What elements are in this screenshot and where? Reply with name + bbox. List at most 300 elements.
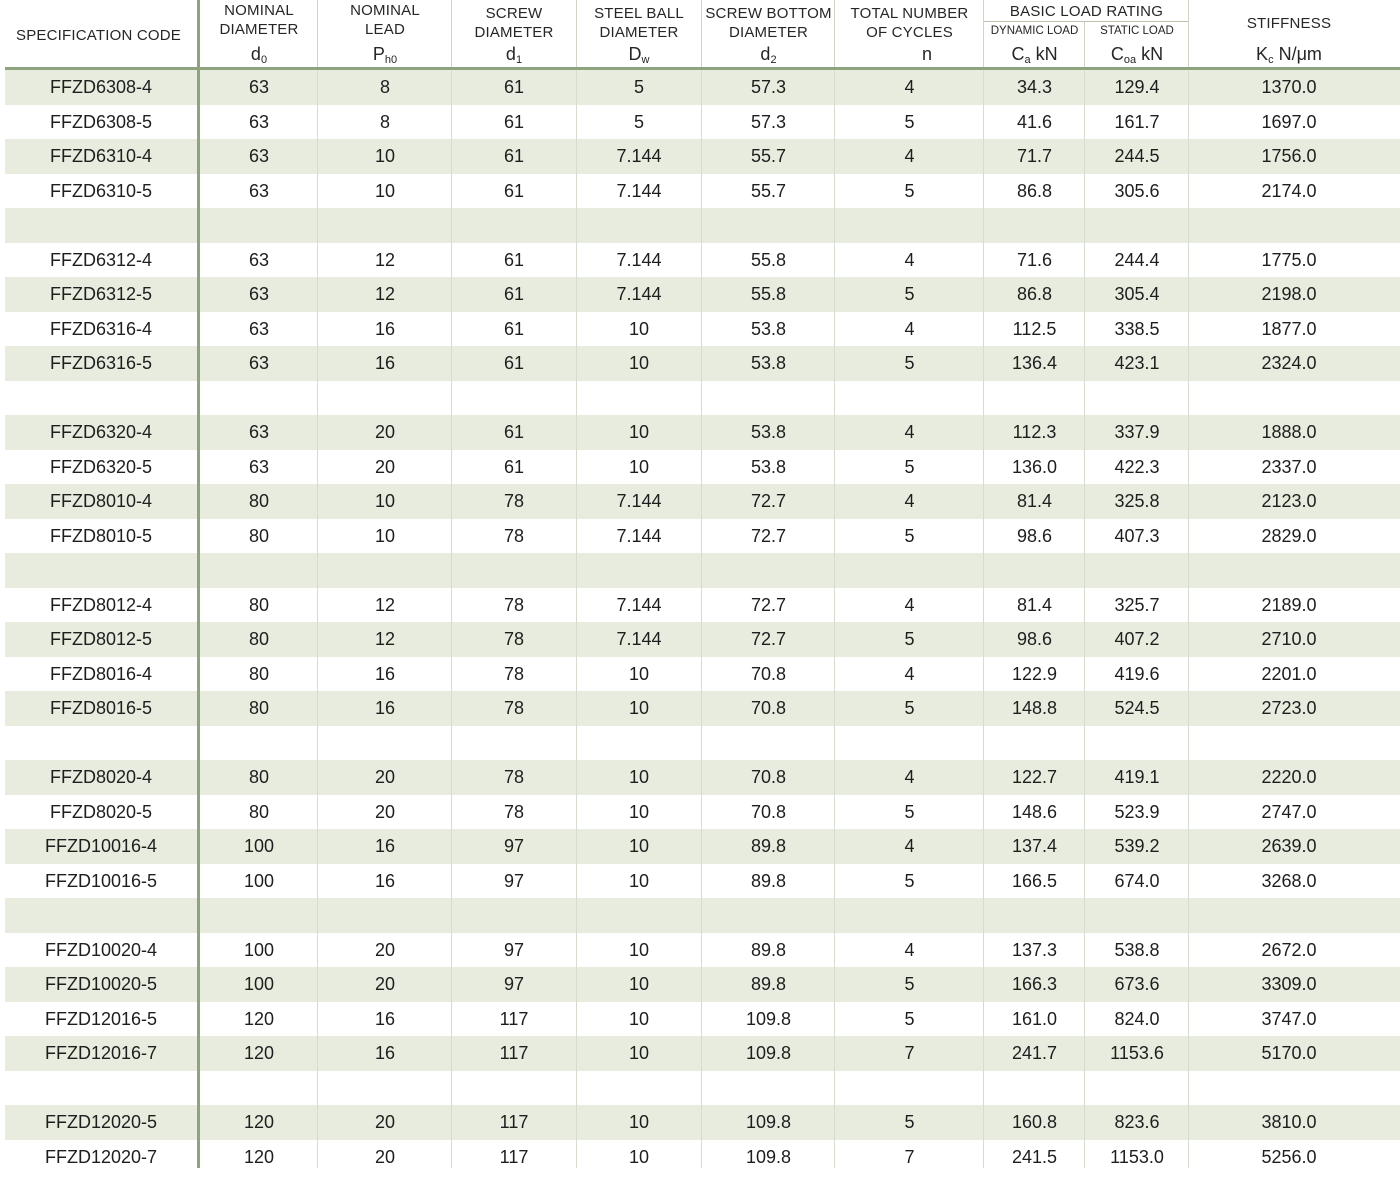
static-load-cell: 325.7 <box>1114 594 1160 615</box>
nominal-diameter-cell: 80 <box>248 525 270 546</box>
stiffness-cell: 2201.0 <box>1261 663 1317 684</box>
header-static-load: STATIC LOAD <box>1100 25 1174 37</box>
static-load-cell: 673.6 <box>1114 974 1160 994</box>
static-load-cell: 423.1 <box>1114 353 1160 373</box>
static-load-cell: 674.0 <box>1114 870 1160 891</box>
ball-diameter-cell: 10 <box>628 1146 650 1167</box>
table-row <box>5 864 1400 899</box>
dynamic-load-cell: 98.6 <box>1016 629 1053 649</box>
stiffness-cell: 1775.0 <box>1261 249 1317 270</box>
stiffness-cell: 5256.0 <box>1261 1146 1317 1167</box>
dynamic-load-cell: 112.3 <box>1012 422 1057 442</box>
bottom-diameter-cell: 89.8 <box>750 870 787 891</box>
static-load-cell: 407.3 <box>1114 525 1160 546</box>
static-load-cell: 823.6 <box>1114 1112 1160 1132</box>
bottom-diameter-cell: 72.7 <box>750 525 787 546</box>
static-load-cell: 338.5 <box>1114 318 1160 339</box>
nominal-diameter-cell: 63 <box>248 77 270 97</box>
cycles-cell: 4 <box>904 939 915 960</box>
nominal-diameter-cell: 80 <box>248 767 270 787</box>
cycles-cell: 4 <box>904 491 915 511</box>
ball-diameter-cell: 7.144 <box>616 249 662 270</box>
nominal-diameter-cell: 80 <box>248 491 270 511</box>
table-row <box>5 657 1400 692</box>
spacer-row <box>5 726 1400 761</box>
dynamic-load-cell: 86.8 <box>1016 180 1053 201</box>
ball-diameter-cell: 7.144 <box>616 284 662 304</box>
dynamic-load-cell: 148.6 <box>1011 801 1058 822</box>
nominal-diameter-cell: 80 <box>248 663 270 684</box>
cycles-cell: 5 <box>904 284 915 304</box>
table-body <box>5 70 1400 1174</box>
nominal-diameter-cell: 63 <box>248 318 270 339</box>
cycles-cell: 5 <box>904 353 915 373</box>
bottom-diameter-cell: 53.8 <box>750 422 787 442</box>
spec-code-cell: FFZD8012-5 <box>49 629 153 649</box>
stiffness-cell: 2710.0 <box>1261 629 1317 649</box>
nominal-diameter-cell: 80 <box>248 594 270 615</box>
stiffness-cell: 2747.0 <box>1261 801 1317 822</box>
static-load-cell: 539.2 <box>1114 836 1160 856</box>
spec-code-cell: FFZD6312-4 <box>49 249 153 270</box>
spec-code-cell: FFZD8020-5 <box>49 801 153 822</box>
nominal-diameter-cell: 63 <box>248 111 270 132</box>
screw-diameter-cell: 61 <box>503 422 525 442</box>
table-row <box>5 70 1400 105</box>
spacer-row <box>5 381 1400 416</box>
static-load-cell: 524.5 <box>1114 698 1160 718</box>
ball-diameter-cell: 10 <box>628 870 650 891</box>
nominal-lead-cell: 10 <box>374 180 396 201</box>
cycles-cell: 5 <box>904 870 915 891</box>
cycles-cell: 4 <box>904 836 915 856</box>
nominal-lead-cell: 12 <box>374 284 396 304</box>
ball-diameter-cell: 5 <box>633 77 644 97</box>
stiffness-cell: 3268.0 <box>1261 870 1317 891</box>
table-row <box>5 967 1400 1002</box>
ball-diameter-cell: 10 <box>628 1043 650 1063</box>
table-row <box>5 760 1400 795</box>
static-load-cell: 129.4 <box>1114 77 1160 97</box>
dynamic-load-cell: 81.4 <box>1016 491 1053 511</box>
column-divider <box>701 70 702 1168</box>
static-load-cell: 305.6 <box>1114 180 1160 201</box>
nominal-diameter-cell: 63 <box>248 422 270 442</box>
stiffness-cell: 1756.0 <box>1261 146 1317 166</box>
stiffness-cell: 2189.0 <box>1261 594 1317 615</box>
header-basic-load-rating: BASIC LOAD RATING <box>1009 3 1164 20</box>
bottom-diameter-cell: 109.8 <box>745 1043 792 1063</box>
spec-column-rule <box>197 0 200 1168</box>
column-divider <box>983 0 984 68</box>
dynamic-load-cell: 241.5 <box>1011 1146 1058 1167</box>
column-divider <box>317 0 318 68</box>
bottom-diameter-cell: 109.8 <box>745 1112 792 1132</box>
ball-diameter-cell: 10 <box>628 663 650 684</box>
table-row <box>5 1140 1400 1175</box>
nominal-lead-cell: 20 <box>374 456 396 477</box>
cycles-cell: 7 <box>904 1043 915 1063</box>
spec-code-cell: FFZD8020-4 <box>49 767 153 787</box>
screw-diameter-cell: 61 <box>503 249 525 270</box>
dynamic-load-cell: 86.8 <box>1016 284 1053 304</box>
stiffness-cell: 3810.0 <box>1261 1112 1317 1132</box>
screw-diameter-cell: 61 <box>503 180 525 201</box>
table-row <box>5 795 1400 830</box>
stiffness-cell: 1697.0 <box>1261 111 1317 132</box>
dynamic-load-cell: 160.8 <box>1011 1112 1058 1132</box>
ball-diameter-cell: 10 <box>628 801 650 822</box>
nominal-lead-cell: 12 <box>374 249 396 270</box>
column-divider <box>834 70 835 1168</box>
header-stiffness: STIFFNESS <box>1246 15 1332 32</box>
spec-code-cell: FFZD6310-5 <box>49 180 153 201</box>
table-row <box>5 691 1400 726</box>
table-row <box>5 1105 1400 1140</box>
dynamic-load-cell: 122.9 <box>1011 663 1058 684</box>
table-row <box>5 519 1400 554</box>
table-row <box>5 588 1400 623</box>
spec-code-cell: FFZD6316-5 <box>49 353 153 373</box>
static-load-cell: 419.6 <box>1114 663 1160 684</box>
ball-diameter-cell: 10 <box>628 939 650 960</box>
bottom-diameter-cell: 89.8 <box>750 939 787 960</box>
table-row <box>5 1036 1400 1071</box>
spec-code-cell: FFZD6316-4 <box>49 318 153 339</box>
nominal-lead-cell: 10 <box>374 491 396 511</box>
screw-diameter-cell: 117 <box>499 1008 529 1029</box>
symbol-kc: $K_c$ N/μm <box>1256 44 1322 66</box>
ball-diameter-cell: 10 <box>628 974 650 994</box>
symbol-ca: $C_a$ kN <box>1011 44 1058 66</box>
nominal-lead-cell: 20 <box>374 974 396 994</box>
dynamic-load-cell: 148.8 <box>1011 698 1058 718</box>
stiffness-cell: 2174.0 <box>1261 180 1317 201</box>
bottom-diameter-cell: 70.8 <box>750 663 787 684</box>
dynamic-load-cell: 71.6 <box>1016 249 1053 270</box>
spec-code-cell: FFZD6308-5 <box>49 111 153 132</box>
table-row <box>5 346 1400 381</box>
column-divider <box>1188 0 1189 68</box>
nominal-lead-cell: 16 <box>374 1008 396 1029</box>
screw-diameter-cell: 97 <box>503 974 525 994</box>
symbol-d1: $d_1$ <box>505 44 523 66</box>
bottom-diameter-cell: 70.8 <box>750 698 787 718</box>
nominal-lead-cell: 8 <box>379 77 390 97</box>
table-row <box>5 139 1400 174</box>
symbol-d0: $d_0$ <box>250 44 268 66</box>
screw-diameter-cell: 78 <box>503 491 525 511</box>
cycles-cell: 5 <box>904 456 915 477</box>
column-divider <box>576 70 577 1168</box>
cycles-cell: 4 <box>904 318 915 339</box>
table-row <box>5 829 1400 864</box>
column-divider <box>834 0 835 68</box>
column-divider <box>451 0 452 68</box>
screw-diameter-cell: 78 <box>503 629 525 649</box>
spacer-row <box>5 553 1400 588</box>
dynamic-load-cell: 112.5 <box>1012 318 1057 339</box>
cycles-cell: 5 <box>904 801 915 822</box>
header-screw-diameter: SCREW DIAMETER <box>474 5 554 41</box>
dynamic-load-cell: 166.3 <box>1011 974 1058 994</box>
static-load-cell: 422.3 <box>1114 456 1160 477</box>
symbol-n: n <box>921 44 932 64</box>
nominal-diameter-cell: 80 <box>248 698 270 718</box>
screw-diameter-cell: 117 <box>499 1112 529 1132</box>
table-header <box>0 0 1400 70</box>
screw-diameter-cell: 61 <box>503 353 525 373</box>
column-divider <box>983 70 984 1168</box>
ball-diameter-cell: 10 <box>628 456 650 477</box>
bottom-diameter-cell: 109.8 <box>745 1146 792 1167</box>
stiffness-cell: 3747.0 <box>1261 1008 1317 1029</box>
bottom-diameter-cell: 55.7 <box>750 180 787 201</box>
spec-code-cell: FFZD12020-7 <box>44 1146 158 1167</box>
cycles-cell: 5 <box>904 180 915 201</box>
ball-diameter-cell: 10 <box>628 318 650 339</box>
column-divider <box>701 0 702 68</box>
nominal-lead-cell: 20 <box>374 767 396 787</box>
dynamic-load-cell: 71.7 <box>1016 146 1053 166</box>
dynamic-load-cell: 241.7 <box>1011 1043 1058 1063</box>
nominal-diameter-cell: 100 <box>243 870 275 891</box>
ball-diameter-cell: 5 <box>633 111 644 132</box>
stiffness-cell: 2337.0 <box>1261 456 1317 477</box>
bottom-diameter-cell: 70.8 <box>750 767 787 787</box>
nominal-lead-cell: 16 <box>374 353 396 373</box>
nominal-lead-cell: 10 <box>374 146 396 166</box>
ball-diameter-cell: 7.144 <box>616 629 662 649</box>
static-load-cell: 305.4 <box>1114 284 1160 304</box>
bottom-diameter-cell: 89.8 <box>750 974 787 994</box>
spec-code-cell: FFZD10016-5 <box>44 870 158 891</box>
cycles-cell: 4 <box>904 594 915 615</box>
column-divider <box>576 0 577 68</box>
ball-diameter-cell: 10 <box>628 767 650 787</box>
bottom-diameter-cell: 53.8 <box>750 353 787 373</box>
spec-code-cell: FFZD10020-4 <box>44 939 158 960</box>
spec-code-cell: FFZD8010-4 <box>49 491 153 511</box>
cycles-cell: 5 <box>904 974 915 994</box>
table-row <box>5 415 1400 450</box>
spec-code-cell: FFZD10016-4 <box>44 836 158 856</box>
static-load-cell: 1153.6 <box>1110 1043 1164 1063</box>
spacer-row <box>5 1071 1400 1106</box>
symbol-ph0: $P_{h0}$ <box>372 44 398 66</box>
nominal-diameter-cell: 63 <box>248 249 270 270</box>
nominal-diameter-cell: 63 <box>248 180 270 201</box>
cycles-cell: 5 <box>904 111 915 132</box>
dynamic-load-cell: 41.6 <box>1016 111 1053 132</box>
bottom-diameter-cell: 57.3 <box>750 111 787 132</box>
cycles-cell: 5 <box>904 698 915 718</box>
ball-diameter-cell: 7.144 <box>616 146 662 166</box>
nominal-diameter-cell: 100 <box>243 939 275 960</box>
spacer-row <box>5 208 1400 243</box>
header-dynamic-load: DYNAMIC LOAD <box>990 25 1079 37</box>
cycles-cell: 5 <box>904 1008 915 1029</box>
load-rating-subrule <box>984 21 1189 22</box>
stiffness-cell: 5170.0 <box>1261 1043 1317 1063</box>
cycles-cell: 4 <box>904 249 915 270</box>
nominal-diameter-cell: 63 <box>248 456 270 477</box>
ball-diameter-cell: 10 <box>628 422 650 442</box>
screw-diameter-cell: 78 <box>503 525 525 546</box>
ball-diameter-cell: 10 <box>628 836 650 856</box>
nominal-lead-cell: 12 <box>374 629 396 649</box>
dynamic-load-cell: 161.0 <box>1011 1008 1058 1029</box>
spec-code-cell: FFZD6308-4 <box>49 77 153 97</box>
table-row <box>5 105 1400 140</box>
header-total-cycles: TOTAL NUMBER OF CYCLES <box>850 5 969 41</box>
spec-code-cell: FFZD10020-5 <box>44 974 158 994</box>
ball-diameter-cell: 10 <box>628 353 650 373</box>
spec-code-cell: FFZD8012-4 <box>49 594 153 615</box>
nominal-diameter-cell: 120 <box>243 1112 275 1132</box>
column-divider <box>1084 70 1085 1168</box>
screw-diameter-cell: 61 <box>503 146 525 166</box>
nominal-lead-cell: 8 <box>379 111 390 132</box>
bottom-diameter-cell: 72.7 <box>750 629 787 649</box>
screw-diameter-cell: 78 <box>503 698 525 718</box>
symbol-d2: $d_2$ <box>760 44 777 66</box>
nominal-diameter-cell: 100 <box>243 974 275 994</box>
header-rule <box>5 67 1400 70</box>
dynamic-load-cell: 81.4 <box>1016 594 1053 615</box>
stiffness-cell: 1370.0 <box>1261 77 1317 97</box>
nominal-lead-cell: 12 <box>374 594 396 615</box>
screw-diameter-cell: 117 <box>499 1146 529 1167</box>
static-load-cell: 824.0 <box>1114 1008 1160 1029</box>
stiffness-cell: 2672.0 <box>1261 939 1317 960</box>
bottom-diameter-cell: 72.7 <box>750 594 787 615</box>
dynamic-load-cell: 137.3 <box>1011 939 1058 960</box>
spec-code-cell: FFZD6320-5 <box>49 456 153 477</box>
cycles-cell: 5 <box>904 525 915 546</box>
symbol-dw: $D_w$ <box>628 44 650 66</box>
screw-diameter-cell: 78 <box>503 801 525 822</box>
screw-diameter-cell: 61 <box>503 111 525 132</box>
spec-code-cell: FFZD8010-5 <box>49 525 153 546</box>
ball-diameter-cell: 10 <box>628 1008 650 1029</box>
nominal-lead-cell: 20 <box>374 422 396 442</box>
spec-code-cell: FFZD6320-4 <box>49 422 153 442</box>
spec-code-cell: FFZD8016-5 <box>49 698 153 718</box>
nominal-lead-cell: 16 <box>374 318 396 339</box>
screw-diameter-cell: 117 <box>499 1043 529 1063</box>
stiffness-cell: 1877.0 <box>1261 318 1317 339</box>
stiffness-cell: 2123.0 <box>1261 491 1317 511</box>
stiffness-cell: 2198.0 <box>1261 284 1317 304</box>
nominal-diameter-cell: 63 <box>248 146 270 166</box>
static-load-cell: 325.8 <box>1114 491 1160 511</box>
dynamic-load-cell: 136.4 <box>1011 353 1058 373</box>
stiffness-cell: 2639.0 <box>1261 836 1317 856</box>
nominal-diameter-cell: 80 <box>248 629 270 649</box>
symbol-coa: $C_{oa}$ kN <box>1110 44 1164 66</box>
table-row <box>5 933 1400 968</box>
bottom-diameter-cell: 55.7 <box>750 146 787 166</box>
stiffness-cell: 2723.0 <box>1261 698 1317 718</box>
table-row <box>5 622 1400 657</box>
nominal-diameter-cell: 120 <box>243 1146 275 1167</box>
nominal-lead-cell: 20 <box>374 939 396 960</box>
cycles-cell: 5 <box>904 1112 915 1132</box>
nominal-lead-cell: 16 <box>374 698 396 718</box>
nominal-diameter-cell: 120 <box>243 1043 275 1063</box>
bottom-diameter-cell: 109.8 <box>745 1008 792 1029</box>
stiffness-cell: 2324.0 <box>1261 353 1317 373</box>
static-load-cell: 1153.0 <box>1110 1146 1164 1167</box>
screw-diameter-cell: 78 <box>503 663 525 684</box>
table-row <box>5 243 1400 278</box>
dynamic-load-cell: 34.3 <box>1016 77 1053 97</box>
screw-diameter-cell: 78 <box>503 767 525 787</box>
column-divider <box>1084 22 1085 68</box>
dynamic-load-cell: 98.6 <box>1016 525 1053 546</box>
table-row <box>5 174 1400 209</box>
spec-code-cell: FFZD8016-4 <box>49 663 153 684</box>
cycles-cell: 5 <box>904 629 915 649</box>
cycles-cell: 4 <box>904 663 915 684</box>
header-nominal-diameter: NOMINAL DIAMETER <box>219 2 299 38</box>
nominal-lead-cell: 10 <box>374 525 396 546</box>
dynamic-load-cell: 136.0 <box>1011 456 1058 477</box>
header-nominal-lead: NOMINAL LEAD <box>350 2 420 38</box>
header-steel-ball-diameter: STEEL BALL DIAMETER <box>594 5 684 41</box>
dynamic-load-cell: 122.7 <box>1011 767 1058 787</box>
static-load-cell: 538.8 <box>1114 939 1160 960</box>
column-divider <box>451 70 452 1168</box>
bottom-diameter-cell: 53.8 <box>750 456 787 477</box>
nominal-lead-cell: 20 <box>374 1112 396 1132</box>
table-row <box>5 277 1400 312</box>
spec-code-cell: FFZD12020-5 <box>44 1112 158 1132</box>
static-load-cell: 337.9 <box>1114 422 1160 442</box>
ball-diameter-cell: 7.144 <box>616 180 662 201</box>
nominal-lead-cell: 20 <box>374 801 396 822</box>
column-divider <box>317 70 318 1168</box>
bottom-diameter-cell: 57.3 <box>750 77 787 97</box>
screw-diameter-cell: 61 <box>503 77 525 97</box>
nominal-diameter-cell: 120 <box>243 1008 275 1029</box>
table-row <box>5 450 1400 485</box>
ball-diameter-cell: 7.144 <box>616 594 662 615</box>
nominal-lead-cell: 16 <box>374 870 396 891</box>
nominal-diameter-cell: 100 <box>243 836 275 856</box>
bottom-diameter-cell: 70.8 <box>750 801 787 822</box>
screw-diameter-cell: 61 <box>503 456 525 477</box>
spec-code-cell: FFZD6310-4 <box>49 146 153 166</box>
column-divider <box>1188 70 1189 1168</box>
ball-diameter-cell: 7.144 <box>616 491 662 511</box>
cycles-cell: 4 <box>904 146 915 166</box>
screw-diameter-cell: 61 <box>503 318 525 339</box>
table-row <box>5 484 1400 519</box>
spec-code-cell: FFZD12016-7 <box>44 1043 158 1063</box>
stiffness-cell: 2220.0 <box>1261 767 1317 787</box>
bottom-diameter-cell: 72.7 <box>750 491 787 511</box>
stiffness-cell: 2829.0 <box>1261 525 1317 546</box>
spec-code-cell: FFZD12016-5 <box>44 1008 158 1029</box>
cycles-cell: 4 <box>904 77 915 97</box>
bottom-diameter-cell: 55.8 <box>750 249 787 270</box>
static-load-cell: 244.5 <box>1114 146 1160 166</box>
spacer-row <box>5 898 1400 933</box>
table-row <box>5 1002 1400 1037</box>
cycles-cell: 4 <box>904 422 915 442</box>
